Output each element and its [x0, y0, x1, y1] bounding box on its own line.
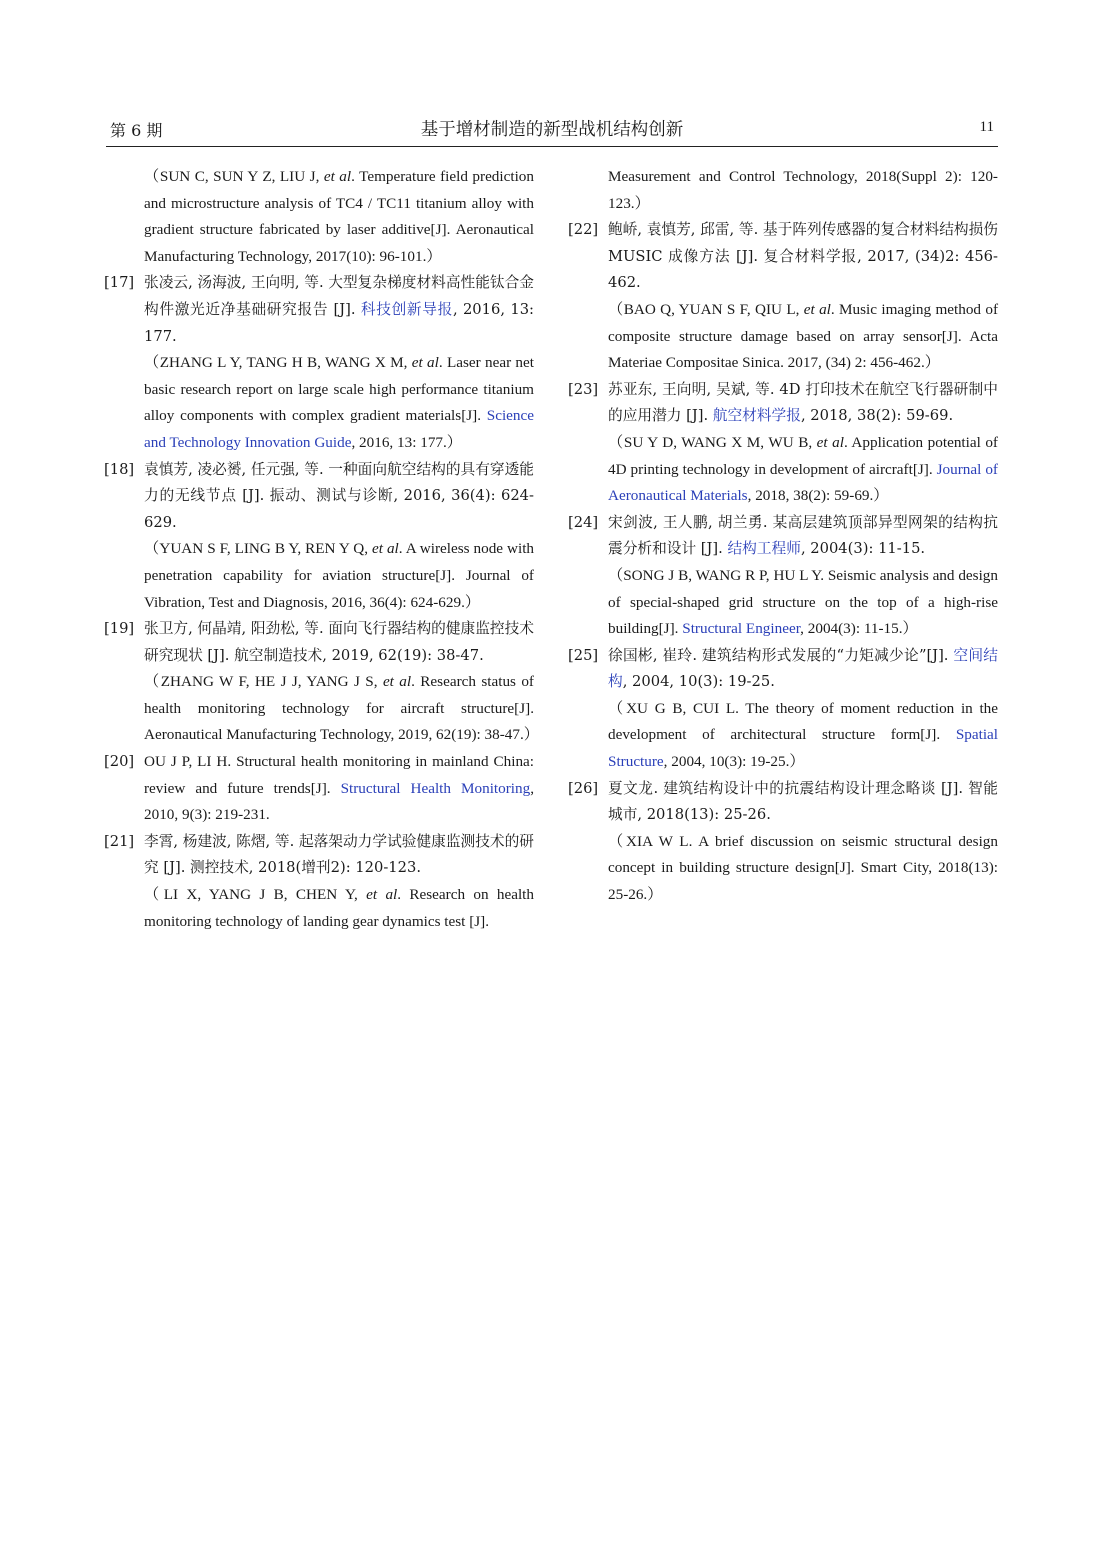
- reference-continuation: [568, 164, 998, 217]
- reference-english: Measurement and Control Technology, 2018(Suppl 2): 120-123.）: [608, 168, 998, 212]
- reference-chinese: [144, 270, 534, 350]
- reference-text: （LI X, YANG J B, CHEN Y,: [144, 886, 367, 904]
- reference-text: . Research on health monitoring technology of landing gear dynamics test [J].: [144, 886, 534, 930]
- reference-entry: [104, 457, 534, 617]
- reference-number: [25]: [568, 646, 599, 664]
- et-al: et al: [803, 300, 831, 318]
- reference-entry: [104, 616, 539, 749]
- right-column: [568, 164, 998, 909]
- issue-label: 第 6 期: [110, 121, 163, 140]
- reference-chinese: [144, 457, 534, 537]
- reference-text: 李霄, 杨建波, 陈熠, 等. 起落架动力学试验健康监测技术的研究 [J]. 测控技术, 2018(增刊2): 120-123.: [144, 832, 534, 877]
- et-al: et al: [382, 673, 412, 691]
- reference-number: [20]: [104, 753, 135, 771]
- reference-english: [144, 536, 534, 616]
- et-al: et al: [816, 433, 844, 451]
- reference-entry: [568, 643, 998, 776]
- reference-text: . Laser near net basic research report on large scale high performance titanium alloy components with complex gradient materials[J].: [144, 354, 534, 425]
- journal-link[interactable]: 航空材料学报: [712, 407, 801, 425]
- reference-number: [22]: [568, 221, 599, 239]
- reference-text: , 2004, 10(3): 19-25.）: [663, 753, 805, 771]
- reference-english: [144, 749, 534, 829]
- reference-text: , 2010, 9(3): 219-231.: [144, 779, 534, 824]
- reference-entry: [568, 510, 998, 643]
- reference-text: 鲍峤, 袁慎芳, 邱雷, 等. 基于阵列传感器的复合材料结构损伤 MUSIC 成像方法 [J]. 复合材料学报, 2017, (34)2: 456-462.: [608, 221, 998, 292]
- reference-chinese: [608, 217, 998, 297]
- reference-text: , 2004(3): 11-15.: [800, 540, 926, 558]
- journal-link[interactable]: Science and Technology Innovation Guide: [144, 407, 534, 451]
- reference-english: [608, 297, 998, 377]
- reference-text: 徐国彬, 崔玲. 建筑结构形式发展的“力矩减少论”[J].: [608, 646, 954, 664]
- reference-english: （SUN C, SUN Y Z, LIU J, et al. Temperature field prediction and microstructure analysis of TC4 / TC11 titanium alloy with gradient structure fabricated by laser additive[J]. Aeronautical Manufacturing Technology, 2017(10): 96-101.）: [144, 168, 534, 265]
- journal-link[interactable]: Journal of Aeronautical Materials: [608, 460, 998, 505]
- reference-text: （ZHANG W F, HE J J, YANG J S,: [144, 673, 383, 691]
- reference-text: , 2004, 10(3): 19-25.: [622, 673, 775, 691]
- running-title: 基于增材制造的新型战机结构创新: [420, 120, 684, 140]
- reference-text: 张凌云, 汤海波, 王向明, 等. 大型复杂梯度材料高性能钛合金构件激光近净基础研究报告 [J].: [144, 274, 534, 318]
- reference-number: [24]: [568, 513, 599, 531]
- reference-number: [19]: [104, 620, 135, 638]
- reference-entry: [568, 377, 998, 510]
- reference-english: [144, 669, 539, 749]
- reference-number: [21]: [104, 832, 135, 850]
- reference-text: 宋剑波, 王人鹏, 胡兰勇. 某高层建筑顶部异型网架的结构抗震分析和设计 [J].: [608, 513, 998, 558]
- journal-link[interactable]: 科技创新导报: [360, 300, 453, 318]
- reference-entry: [104, 829, 534, 935]
- journal-link[interactable]: 空间结构: [608, 646, 998, 691]
- reference-text: . Application potential of 4D printing technology in development of aircraft[J].: [608, 433, 998, 478]
- reference-number: [17]: [104, 274, 135, 292]
- reference-chinese: [608, 377, 998, 430]
- reference-text: （SONG J B, WANG R P, HU L Y. Seismic analysis and design of special-shaped grid structure on the top of a high-rise building[J].: [608, 566, 998, 638]
- reference-number: [26]: [568, 779, 599, 797]
- et-al: et al: [411, 354, 439, 372]
- reference-text: . Music imaging method of composite structure damage based on array sensor[J]. Acta Materiae Compositae Sinica. 2017, (34) 2: 456-462.）: [608, 300, 999, 372]
- reference-english: [608, 563, 998, 643]
- reference-entry: [568, 217, 998, 377]
- reference-text: （ZHANG L Y, TANG H B, WANG X M,: [144, 354, 412, 372]
- left-column: [104, 164, 539, 935]
- reference-text: OU J P, LI H. Structural health monitoring in mainland China: review and future trends[J].: [144, 753, 534, 797]
- reference-chinese: [144, 829, 534, 882]
- reference-text: , 2004(3): 11-15.）: [800, 620, 918, 638]
- journal-link[interactable]: Structural Health Monitoring: [340, 779, 531, 797]
- reference-text: 苏亚东, 王向明, 吴斌, 等. 4D 打印技术在航空飞行器研制中的应用潜力 [J].: [608, 380, 998, 425]
- reference-text: 张卫方, 何晶靖, 阳劲松, 等. 面向飞行器结构的健康监控技术研究现状 [J]. 航空制造技术, 2019, 62(19): 38-47.: [144, 620, 534, 664]
- journal-link[interactable]: Spatial Structure: [608, 726, 998, 771]
- reference-text: , 2016, 13: 177.）: [351, 433, 462, 451]
- reference-chinese: [144, 616, 534, 669]
- reference-english: [608, 696, 998, 776]
- reference-text: （XU G B, CUI L. The theory of moment reduction in the development of architectural structure form[J].: [608, 699, 998, 744]
- reference-english: [608, 829, 998, 909]
- reference-chinese: [608, 776, 998, 829]
- running-header: [106, 116, 998, 147]
- reference-text: , 2018, 38(2): 59-69.: [800, 407, 954, 425]
- reference-text: , 2016, 13: 177.: [144, 300, 534, 345]
- reference-text: . Research status of health monitoring technology for aircraft structure[J]. Aeronautical Manufacturing Technology, 2019, 62(19): 38-47.）: [144, 673, 539, 744]
- page-number: 11: [979, 119, 994, 135]
- reference-text: （SU Y D, WANG X M, WU B,: [608, 433, 817, 451]
- reference-entry: [104, 749, 534, 829]
- reference-text: . A wireless node with penetration capability for aviation structure[J]. Journal of Vibration, Test and Diagnosis, 2016, 36(4): 624-629.）: [144, 540, 535, 611]
- et-al: et al: [366, 886, 398, 904]
- reference-text: , 2018, 38(2): 59-69.）: [747, 487, 889, 505]
- journal-link[interactable]: Structural Engineer: [682, 620, 801, 638]
- reference-english: [144, 350, 534, 456]
- reference-continuation: [104, 164, 534, 270]
- reference-chinese: [608, 643, 998, 696]
- et-al: et al: [372, 540, 399, 558]
- reference-text: 夏文龙. 建筑结构设计中的抗震结构设计理念略谈 [J]. 智能城市, 2018(13): 25-26.: [608, 779, 998, 824]
- reference-text: （YUAN S F, LING B Y, REN Y Q,: [144, 540, 373, 558]
- reference-text: （BAO Q, YUAN S F, QIU L,: [608, 300, 804, 318]
- reference-number: [18]: [104, 460, 135, 478]
- reference-text: 袁慎芳, 凌必赟, 任元强, 等. 一种面向航空结构的具有穿透能力的无线节点 [J]. 振动、测试与诊断, 2016, 36(4): 624-629.: [144, 460, 534, 531]
- reference-english: [608, 430, 998, 510]
- journal-link[interactable]: 结构工程师: [727, 540, 801, 558]
- reference-chinese: [608, 510, 998, 563]
- reference-text: （XIA W L. A brief discussion on seismic structural design concept in building structure design[J]. Smart City, 2018(13): 25-26.）: [608, 832, 998, 904]
- reference-english: [144, 882, 534, 935]
- reference-entry: [568, 776, 998, 909]
- reference-entry: [104, 270, 534, 456]
- reference-number: [23]: [568, 380, 599, 398]
